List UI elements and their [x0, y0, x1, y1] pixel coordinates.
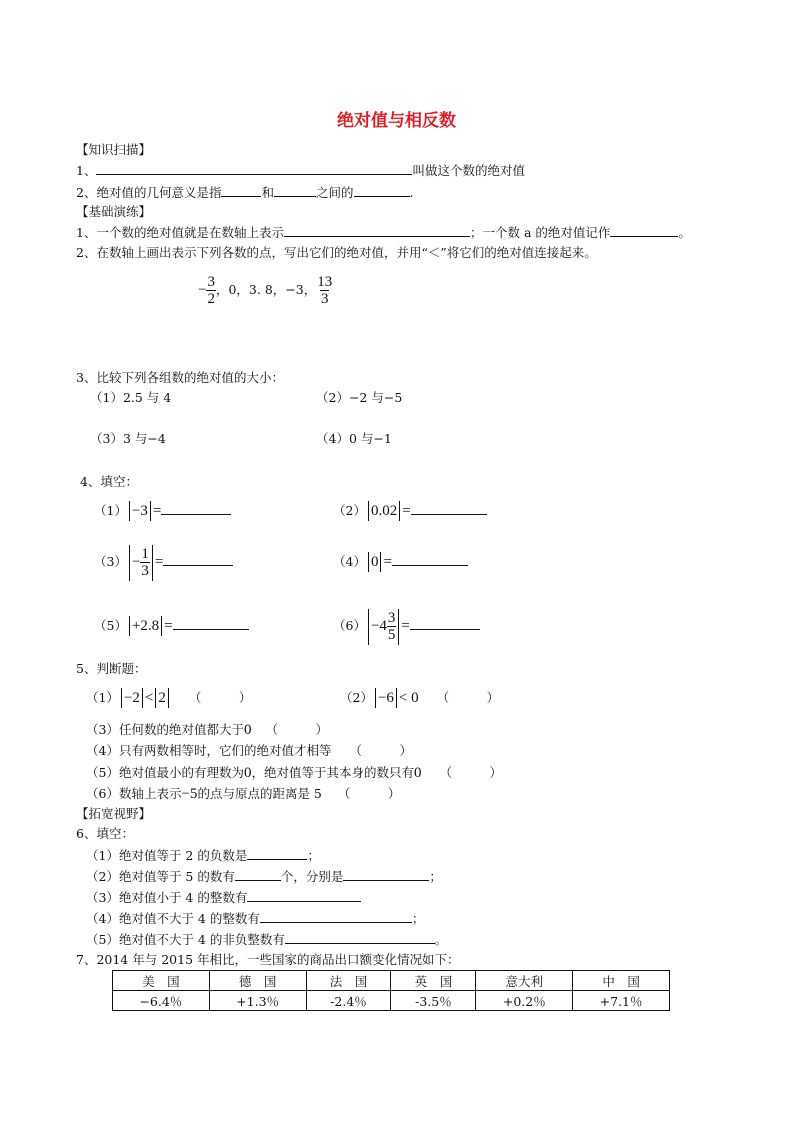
q4-item-1-blank [161, 502, 231, 515]
basic-q2-fraction-1 [206, 275, 216, 307]
basic-q2-fraction-1-denominator: 2 [207, 290, 215, 307]
q4-item-2-label: （2） [333, 503, 366, 518]
q5-item-4 [86, 743, 412, 759]
q5-stem: 5、判断题： [76, 661, 147, 676]
knowledge-q1-number: 1、 [76, 163, 97, 178]
q4-item-5-blank [173, 617, 249, 630]
q4-item-6-numerator: 3 [387, 609, 396, 626]
q3-item-2: （2）−2 与−5 [316, 390, 403, 405]
table-cell: −6.4％ [113, 991, 210, 1011]
q6-stem: 6、填空： [76, 826, 134, 841]
q4-item-3-denominator: 3 [141, 562, 149, 579]
q4-item-1 [94, 500, 231, 522]
table-cell: +1.3％ [209, 991, 306, 1011]
knowledge-q2-blank-3 [354, 184, 410, 197]
q5-item-5-text-a: （5）绝对值最小的有理数为 [86, 765, 244, 780]
q4-item-1-label: （1） [94, 503, 127, 518]
table-header-cell: 中 国 [573, 971, 670, 991]
q6-item-1 [86, 847, 320, 864]
basic-q1-blank-2 [610, 224, 678, 237]
q5-item-3-answer[interactable]: （ ） [265, 722, 328, 737]
basic-q1-blank-1 [284, 224, 470, 237]
page-title: 绝对值与相反数 [337, 111, 456, 131]
q5-item-4-answer[interactable]: （ ） [349, 743, 412, 758]
q6-item-5-end: 。 [434, 932, 448, 947]
q4-item-6-whole: −4 [370, 618, 387, 634]
knowledge-q1-tail: 叫做这个数的绝对值 [412, 163, 525, 178]
q5-item-2-label: （2） [340, 690, 373, 705]
q5-item-1 [86, 687, 251, 709]
q5-item-3-text: （3）任何数的绝对值都大于 [86, 722, 244, 737]
q6-item-4-end: ； [411, 911, 425, 926]
basic-q2-middle: ，0，3. 8，−3， [215, 282, 317, 297]
q6-item-4 [86, 910, 424, 927]
q4-item-3-fraction [140, 547, 150, 579]
q4-item-2-equals: = [402, 503, 411, 519]
q5-item-6-text-b: 的点与原点的距离是 5 [197, 786, 322, 801]
q4-item-2-abs: 0.02 [368, 501, 400, 521]
q4-item-3-abs [129, 545, 153, 581]
q4-item-5 [94, 615, 249, 637]
q6-item-4-blank [260, 910, 412, 923]
q6-item-2-end: ； [429, 869, 442, 884]
q5-item-2-answer[interactable]: （ ） [436, 690, 500, 705]
export-change-table [112, 970, 670, 1011]
q4-item-4-equals: = [383, 554, 392, 570]
knowledge-q2-blank-2 [274, 184, 316, 197]
table-header-cell: 英 国 [391, 971, 476, 991]
q4-item-5-abs: +2.8 [129, 616, 162, 636]
q6-item-3-blank [247, 889, 361, 902]
basic-q1-end: 。 [678, 225, 691, 240]
q4-item-6-abs [368, 609, 399, 645]
q6-item-1-blank [247, 847, 307, 860]
q3-stem: 3、比较下列各组数的绝对值的大小： [76, 370, 284, 385]
q3-item-4: （4）0 与−1 [316, 431, 392, 446]
table-cell: +0.2％ [476, 991, 573, 1011]
knowledge-q2-blank-1 [221, 184, 261, 197]
q4-item-5-label: （5） [94, 618, 127, 633]
q4-item-4-label: （4） [333, 554, 366, 569]
q5-item-1-operator: < [144, 690, 154, 706]
table-header-cell: 意大利 [476, 971, 573, 991]
basic-q1 [76, 224, 691, 241]
knowledge-q2-text-a: 2、绝对值的几何意义是指 [76, 185, 222, 200]
knowledge-q1-blank [96, 162, 412, 175]
q5-item-3 [86, 722, 328, 738]
table-header-cell: 德 国 [209, 971, 306, 991]
knowledge-q2-text-b: 和 [261, 185, 274, 200]
q6-item-3 [86, 889, 361, 906]
q5-item-1-label: （1） [86, 690, 119, 705]
q4-item-3-numerator: 1 [141, 545, 149, 562]
section-knowledge: 【知识扫描】 [76, 142, 152, 157]
q4-item-6-blank [410, 617, 480, 630]
basic-q1-text-b: ；一个数 a 的绝对值记作 [469, 225, 611, 240]
basic-q2-fraction-1-numerator: 3 [207, 273, 215, 290]
q6-item-2-blank-1 [235, 868, 281, 881]
q3-item-3: （3）3 与−4 [90, 431, 166, 446]
basic-q2-fraction-2-numerator: 13 [317, 273, 333, 290]
basic-q1-text-a: 1、一个数的绝对值就是在数轴上表示 [76, 225, 284, 240]
q6-item-2-blank-2 [343, 868, 429, 881]
section-basic: 【基础演练】 [76, 204, 152, 219]
q6-item-5 [86, 931, 447, 948]
q6-item-2-text-a: （2）绝对值等于 5 的数有 [86, 869, 235, 884]
section-extend: 【拓宽视野】 [76, 806, 152, 821]
q5-item-5-text-b: ，绝对值等于其本身的数只有 [251, 765, 414, 780]
q4-item-6-label: （6） [333, 618, 366, 633]
q5-item-5-answer[interactable]: （ ） [439, 765, 502, 780]
q5-item-6 [86, 786, 400, 802]
q5-item-1-answer[interactable]: （ ） [188, 690, 252, 705]
q4-item-3 [94, 540, 233, 584]
basic-q2-numbers [198, 268, 333, 312]
basic-q2-fraction-2-denominator: 3 [320, 290, 329, 307]
q5-item-6-number: −5 [181, 786, 198, 802]
q5-item-6-text-a: （6）数轴上表示 [86, 786, 182, 801]
table-cell: -3.5％ [391, 991, 476, 1011]
q5-item-1-right-abs: 2 [155, 688, 169, 708]
q6-item-2 [86, 868, 442, 885]
knowledge-q2-text-c: 之间的 [315, 185, 354, 200]
q6-item-4-text: （4）绝对值不大于 4 的整数有 [86, 911, 260, 926]
q5-item-5 [86, 765, 502, 781]
table-header-cell: 法 国 [306, 971, 391, 991]
q4-stem: 4、填空： [80, 474, 138, 489]
table-row [113, 991, 670, 1011]
table-header-row [113, 971, 670, 991]
q5-item-5-zero-1: 0 [243, 765, 252, 781]
q6-item-3-text: （3）绝对值小于 4 的整数有 [86, 890, 248, 905]
basic-q2-text: 2、在数轴上画出表示下列各数的点，写出它们的绝对值，并用“＜”将它们的绝对值连接起来。 [76, 245, 597, 260]
q4-item-3-equals: = [154, 554, 164, 570]
knowledge-q1 [76, 162, 525, 179]
table-cell: -2.4％ [306, 991, 391, 1011]
q6-item-1-end: ； [307, 848, 320, 863]
knowledge-q2 [76, 184, 413, 201]
q4-item-3-sign: − [131, 554, 141, 570]
q4-item-4-abs: 0 [368, 552, 382, 572]
q6-item-1-text: （1）绝对值等于 2 的负数是 [86, 848, 248, 863]
q4-item-3-label: （3） [94, 554, 127, 569]
q4-item-1-abs: −3 [129, 501, 151, 521]
table-header-cell: 美 国 [113, 971, 210, 991]
q4-item-1-equals: = [152, 503, 162, 519]
q5-item-2-tail: < 0 [398, 690, 419, 706]
q4-item-6 [333, 604, 480, 648]
q4-item-6-equals: = [401, 618, 410, 634]
q4-item-6-denominator: 5 [387, 626, 396, 643]
q7-stem: 7、2014 年与 2015 年相比，一些国家的商品出口额变化情况如下： [76, 952, 460, 967]
knowledge-q2-end: . [409, 185, 414, 200]
q4-item-2 [333, 500, 487, 522]
q5-item-2-abs: −6 [375, 688, 397, 708]
q5-item-5-zero-2: 0 [413, 765, 422, 781]
q4-item-6-fraction [387, 611, 397, 643]
q5-item-4-text: （4）只有两数相等时，它们的绝对值才相等 [86, 743, 332, 758]
basic-q2-minus: − [198, 282, 207, 298]
q5-item-3-zero: 0 [243, 722, 252, 738]
q5-item-6-answer[interactable]: （ ） [337, 786, 401, 801]
basic-q2-fraction-2 [316, 275, 333, 307]
q4-item-4 [333, 551, 468, 573]
q4-item-3-blank [163, 553, 233, 566]
q4-item-4-blank [392, 553, 468, 566]
q3-item-1: （1）2.5 与 4 [90, 390, 172, 405]
table-cell: +7.1％ [573, 991, 670, 1011]
q4-item-5-equals: = [164, 618, 173, 634]
q5-item-1-left-abs: −2 [121, 688, 143, 708]
q5-item-2 [340, 687, 499, 709]
q6-item-5-blank [285, 931, 435, 944]
q4-item-2-blank [411, 502, 487, 515]
q6-item-5-text: （5）绝对值不大于 4 的非负整数有 [86, 932, 285, 947]
q6-item-2-text-b: 个，分别是 [280, 869, 344, 884]
